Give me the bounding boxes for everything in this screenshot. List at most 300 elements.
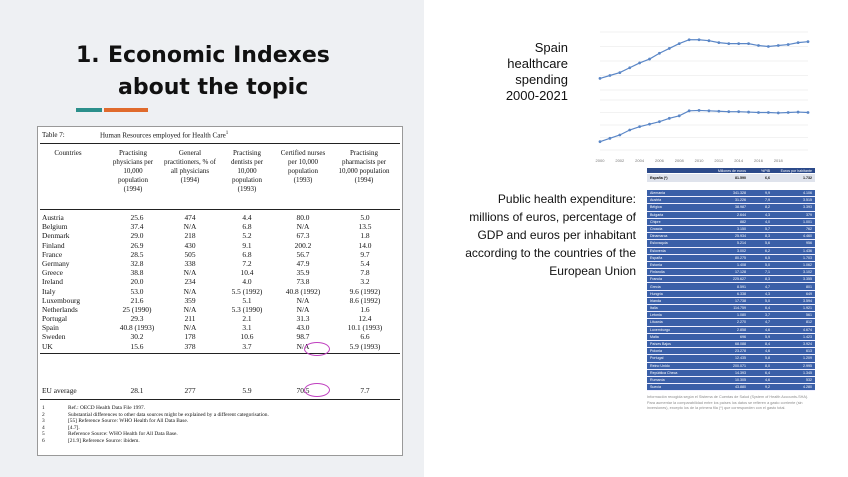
eu-value-cell: 5,8 (765, 356, 770, 361)
data-point (678, 114, 681, 117)
eu-country-cell: Reino Unido (650, 363, 670, 368)
eu-table-row (647, 219, 815, 226)
eu-country-cell: Austria (650, 198, 662, 203)
eu-country-cell: Países Bajos (650, 342, 671, 347)
table-row (42, 323, 400, 332)
spain-spending-line-2: healthcare (507, 56, 568, 71)
eu-table-row (647, 240, 815, 247)
eu-value-cell: 7,1 (765, 270, 770, 275)
eu-value-cell: 4.460 (803, 234, 812, 239)
country-cell: Portugal (42, 314, 68, 324)
value-cell: 29.0 (130, 231, 144, 241)
eu-value-cell: 14.393 (735, 370, 746, 375)
eu-value-cell: 1.001 (803, 219, 812, 224)
data-point (807, 40, 810, 43)
data-point (628, 129, 631, 132)
data-point (678, 42, 681, 45)
table-row (42, 231, 400, 240)
table7-note (42, 418, 398, 425)
value-cell: N/A (296, 341, 310, 351)
data-point (747, 111, 750, 114)
table7-caption-text: Human Resources employed for Health Care (100, 131, 226, 140)
spain-spending-label (488, 40, 568, 104)
eu-country-cell: Estonia (650, 262, 662, 267)
eu-table-row (647, 355, 815, 362)
eu-value-cell: 5.214 (737, 241, 746, 246)
value-cell: N/A (183, 268, 197, 278)
eu-value-cell: 114.759 (733, 306, 746, 311)
eu-value-cell: 8,4 (765, 342, 770, 347)
eu-country-cell: Suecia (650, 385, 661, 390)
eu-value-cell: 6,2 (765, 248, 770, 253)
x-tick-label: 2002 (615, 158, 625, 163)
eu-value-cell: 2.858 (737, 327, 746, 332)
eu-value-cell: 5,7 (765, 227, 770, 232)
eu-value-cell: 38.987 (735, 205, 746, 210)
eu-value-cell: 956 (806, 241, 812, 246)
eu-value-cell: 1.408 (737, 262, 746, 267)
eu-value-cell: 5,6 (765, 241, 770, 246)
eu-value-cell: 649 (806, 291, 812, 296)
table-row (42, 259, 400, 268)
eu-value-cell: 31.226 (735, 198, 746, 203)
country-cell: Austria (42, 213, 64, 222)
note-text: Reference Source: WHO Health for All Data Base. (68, 431, 178, 438)
spain-spending-line-3: spending (515, 72, 568, 87)
data-point (618, 71, 621, 74)
eu-value-cell: 3.594 (803, 298, 812, 303)
value-cell: 9.7 (360, 249, 370, 259)
country-cell: Greece (42, 268, 63, 278)
note-number: 1 (42, 405, 45, 411)
value-cell: N/A (296, 304, 310, 314)
eu-expenditure-table (647, 168, 815, 412)
eu-value-cell: 4,6 (765, 327, 770, 332)
eu-spain-cell: 1.732 (803, 176, 812, 180)
data-point (717, 110, 720, 113)
value-cell: 73.8 (296, 277, 310, 287)
table-row (42, 241, 400, 250)
value-cell: 12.4 (358, 314, 372, 324)
header-gp: General practitioners, % of all physicians (1994) (164, 149, 216, 184)
eu-value-cell: 1.209 (803, 356, 812, 361)
eu-footnote-1: Información recogida según el Sistema de Cuentas de Salud (System of Health Accounts-SHA). (647, 395, 809, 400)
eu-value-cell: 613 (806, 349, 812, 354)
value-cell: N/A (183, 323, 197, 333)
eu-value-cell: 10.305 (735, 377, 746, 382)
title-number: 1. (76, 43, 100, 68)
value-cell: 35.9 (296, 268, 310, 278)
eu-value-cell: 4,7 (765, 320, 770, 325)
eu-country-cell: Bélgica (650, 205, 662, 210)
eu-value-cell: 812 (806, 320, 812, 325)
value-cell: N/A (183, 222, 197, 232)
eu-value-cell: 1.062 (803, 262, 812, 267)
eu-value-cell: 17.738 (735, 298, 746, 303)
x-tick-label: 2018 (773, 158, 783, 163)
table7-note (42, 405, 398, 412)
value-cell: N/A (296, 222, 310, 232)
eu-country-cell: Italia (650, 306, 658, 311)
eu-table-row (647, 319, 815, 326)
highlight-circle-eu-nurses (304, 383, 330, 397)
eu-header-cell: Euros por habitante (780, 168, 812, 173)
eu-country-cell: Francia (650, 277, 662, 282)
value-cell: 505 (184, 249, 196, 259)
eu-value-cell: 3.150 (737, 227, 746, 232)
eu-value-cell: 561 (806, 313, 812, 318)
country-cell: Italy (42, 286, 56, 296)
eu-country-cell: Letonia (650, 313, 662, 318)
eu-spain-cell: 81.590 (735, 176, 746, 180)
value-cell: 5.4 (360, 258, 370, 268)
value-cell: 25.6 (130, 213, 144, 222)
eu-value-cell: 4.674 (803, 327, 812, 332)
note-text: Substantial differences to other data sources might be explained by a different categorisation. (68, 411, 269, 418)
country-cell: Spain (42, 323, 59, 333)
value-cell: 3.7 (242, 341, 252, 351)
table-row (42, 332, 400, 341)
value-cell: 37.4 (130, 222, 144, 232)
note-number: 2 (42, 411, 45, 418)
eu-country-cell: Dinamarca (650, 234, 668, 239)
eu-table-row (647, 212, 815, 219)
value-cell: 10.1 (1993) (347, 323, 383, 333)
eu-footnote-2: Para aumentar la comparabilidad entre los países los datos se refieren a gasto corriente (sin inversiones), excepto los de la primera fila (*) que corresponden con el gasto total. (647, 400, 803, 411)
eu-table-row (647, 255, 815, 262)
table7-note (42, 431, 398, 438)
eu-country-cell: Rumanía (650, 377, 665, 382)
value-cell: 6.6 (360, 332, 370, 342)
x-tick-label: 2012 (714, 158, 724, 163)
eu-country-cell: Eslovaquia (650, 241, 668, 246)
note-number: 6 (42, 437, 45, 444)
header-countries: Countries (54, 149, 82, 157)
data-point (787, 111, 790, 114)
data-point (658, 120, 661, 123)
eu-value-cell: 9,2 (765, 385, 770, 390)
eu-header-cell: %PIB (761, 168, 770, 173)
series-line-1 (600, 40, 808, 79)
note-number: 4 (42, 424, 45, 431)
eu-spain-cell: 6,6 (765, 176, 770, 180)
eu-table-row (647, 197, 815, 204)
value-cell: 5.2 (242, 231, 252, 241)
eu-value-cell: 43.880 (735, 385, 746, 390)
eu-value-cell: 801 (806, 284, 812, 289)
value-cell: 378 (184, 341, 196, 351)
eu-value-cell: 1.436 (803, 248, 812, 253)
eu-table-row (647, 327, 815, 334)
value-cell: 20.0 (130, 277, 144, 287)
table7-rows (42, 213, 400, 351)
eu-average-label: EU average (42, 386, 77, 395)
value-cell: 40.8 (1992) (285, 286, 321, 296)
table7-header-rule (40, 209, 400, 210)
eu-value-cell: 8,0 (765, 363, 770, 368)
eu-value-cell: 2.270 (737, 320, 746, 325)
data-point (787, 43, 790, 46)
eu-table-row (647, 312, 815, 319)
value-cell: 5.5 (1992) (231, 286, 263, 296)
data-point (797, 111, 800, 114)
table-row (42, 277, 400, 286)
table7-eu-average-row (42, 386, 400, 396)
value-cell: 98.7 (296, 332, 310, 342)
table-row (42, 250, 400, 259)
data-point (767, 111, 770, 114)
table7-note (42, 438, 398, 445)
eu-average-value: 70.5 (296, 386, 310, 395)
eu-value-cell: 1.080 (737, 313, 746, 318)
eu-table-row (647, 204, 815, 211)
value-cell: 26.9 (130, 240, 144, 250)
eu-country-cell: España (650, 255, 663, 260)
value-cell: 359 (184, 295, 196, 305)
value-cell: 234 (184, 277, 196, 287)
value-cell: 15.6 (130, 341, 144, 351)
country-cell: Denmark (42, 231, 70, 241)
eu-value-cell: 3,7 (765, 313, 770, 318)
public-expenditure-text: Public health expenditure: millions of euros, percentage of GDP and euros per inhabitant according to the countries of the European Union (465, 192, 636, 278)
country-cell: Luxembourg (42, 295, 81, 305)
eu-table-row (647, 262, 815, 269)
eu-table-row (647, 283, 815, 290)
eu-country-cell: Grecia (650, 284, 661, 289)
data-point (767, 45, 770, 48)
value-cell: 10.6 (240, 332, 254, 342)
eu-value-cell: 4,7 (765, 284, 770, 289)
accent-bar-teal (76, 108, 102, 112)
eu-value-cell: 5,0 (765, 262, 770, 267)
eu-value-cell: 12.435 (735, 356, 746, 361)
table7-notes (42, 405, 398, 445)
eu-value-cell: 225.627 (733, 277, 746, 282)
value-cell: 25 (1990) (122, 304, 152, 314)
note-text: [55] Reference Source: WHO Health for All Data Base. (68, 418, 189, 425)
eu-value-cell: 23.278 (735, 349, 746, 354)
eu-value-cell: 5,9 (765, 334, 770, 339)
eu-country-cell: Eslovenia (650, 248, 666, 253)
eu-table-row (647, 276, 815, 283)
eu-value-cell: 6,4 (765, 370, 770, 375)
eu-table-row (647, 291, 815, 298)
eu-header-cell: Millones de euros (717, 168, 746, 173)
eu-country-cell: Alemania (650, 191, 665, 196)
spain-spending-line-1: Spain (534, 40, 568, 55)
value-cell: 56.7 (296, 249, 310, 259)
data-point (688, 38, 691, 41)
value-cell: 338 (184, 258, 196, 268)
data-point (757, 111, 760, 114)
eu-country-cell: Lituania (650, 320, 663, 325)
value-cell: 430 (184, 240, 196, 250)
title-line-1: Economic Indexes (108, 43, 330, 68)
data-point (688, 109, 691, 112)
data-point (628, 66, 631, 69)
value-cell: 7.2 (242, 258, 252, 268)
note-text: [21.9] Reference Source: ibidem. (68, 437, 140, 444)
eu-value-cell: 4,6 (765, 349, 770, 354)
data-point (638, 62, 641, 65)
data-point (737, 110, 740, 113)
spending-chart (578, 28, 814, 166)
eu-average-value: 7.7 (360, 386, 370, 395)
data-point (609, 137, 612, 140)
country-cell: Finland (42, 240, 65, 250)
value-cell: 211 (184, 314, 196, 324)
eu-table-row (647, 341, 815, 348)
value-cell: 31.3 (296, 314, 310, 324)
table7-caption-sup: 1 (225, 131, 229, 136)
value-cell: 13.5 (358, 222, 372, 232)
x-tick-label: 2010 (694, 158, 704, 163)
data-point (708, 109, 711, 112)
eu-value-cell: 8,3 (765, 234, 770, 239)
eu-header-blank (647, 168, 707, 173)
eu-value-cell: 5,0 (765, 298, 770, 303)
eu-country-cell: Malta (650, 334, 659, 339)
eu-table-footnotes (647, 395, 815, 412)
value-cell: 5.0 (360, 213, 370, 222)
value-cell: N/A (296, 295, 310, 305)
value-cell: 3.2 (360, 277, 370, 287)
eu-value-cell: 4,0 (765, 219, 770, 224)
value-cell: 53.0 (130, 286, 144, 296)
x-tick-label: 2014 (734, 158, 744, 163)
x-tick-label: 2004 (635, 158, 645, 163)
table7-bottom-rule (40, 353, 400, 354)
eu-country-cell: Bulgaria (650, 212, 664, 217)
eu-value-cell: 532 (806, 377, 812, 382)
eu-value-cell: 3.393 (803, 205, 812, 210)
value-cell: 21.6 (130, 295, 144, 305)
table7-top-rule (40, 143, 400, 144)
eu-table-row (647, 233, 815, 240)
data-point (727, 42, 730, 45)
eu-average-value: 5.9 (242, 386, 252, 395)
data-point (599, 140, 602, 143)
data-point (807, 111, 810, 114)
value-cell: 1.8 (360, 231, 370, 241)
value-cell: 40.8 (1993) (119, 323, 155, 333)
slide-title (76, 40, 376, 104)
eu-value-cell: 6,4 (765, 306, 770, 311)
spain-spending-line-4: 2000-2021 (505, 88, 568, 103)
eu-value-cell: 696 (740, 334, 746, 339)
eu-value-cell: 341.328 (733, 191, 746, 196)
value-cell: 28.5 (130, 249, 144, 259)
accent-bar-orange (104, 108, 148, 112)
eu-country-cell: Finlandia (650, 270, 665, 275)
eu-value-cell: 3.515 (803, 198, 812, 203)
table7-card (37, 126, 403, 456)
value-cell: 7.8 (360, 268, 370, 278)
value-cell: 6.8 (242, 249, 252, 259)
value-cell: 29.3 (130, 314, 144, 324)
value-cell: 80.0 (296, 213, 310, 222)
value-cell: 43.0 (296, 323, 310, 333)
data-point (708, 39, 711, 42)
country-cell: Belgium (42, 222, 68, 232)
eu-value-cell: 3.102 (803, 270, 812, 275)
eu-table-row (647, 363, 815, 370)
eu-table-row (647, 334, 815, 341)
value-cell: 3.1 (242, 323, 252, 333)
eu-table-row (647, 384, 815, 391)
table7-notes-rule (40, 399, 400, 400)
table7-label: Table 7: (42, 131, 65, 140)
eu-value-cell: 1.921 (803, 306, 812, 311)
eu-table-row (647, 348, 815, 355)
eu-value-cell: 762 (806, 227, 812, 232)
eu-table-row (647, 269, 815, 276)
value-cell: 9.1 (242, 240, 252, 250)
table-row (42, 287, 400, 296)
note-number: 5 (42, 431, 45, 438)
value-cell: 38.8 (130, 268, 144, 278)
value-cell: 5.3 (1990) (231, 304, 263, 314)
table-row (42, 213, 400, 222)
eu-table-row (647, 190, 815, 197)
table-row (42, 296, 400, 305)
eu-table-row (647, 298, 815, 305)
data-point (727, 110, 730, 113)
data-point (648, 58, 651, 61)
data-point (747, 42, 750, 45)
eu-country-cell: Portugal (650, 356, 664, 361)
value-cell: 178 (184, 332, 196, 342)
eu-spain-cell: España (*) (650, 176, 668, 180)
data-point (797, 41, 800, 44)
eu-value-cell: 6.338 (737, 291, 746, 296)
header-physicians: Practising physicians per 10,000 population (1994) (112, 149, 154, 193)
eu-average-value: 277 (184, 386, 196, 395)
value-cell: 200.2 (294, 240, 312, 250)
eu-country-cell: Irlanda (650, 298, 661, 303)
x-tick-label: 2000 (595, 158, 605, 163)
header-dentists: Practising dentists per 10,000 population (1993) (230, 149, 264, 193)
value-cell: 10.4 (240, 268, 254, 278)
value-cell: 67.3 (296, 231, 310, 241)
data-point (658, 52, 661, 55)
eu-value-cell: 2.644 (737, 212, 746, 217)
country-cell: Netherlands (42, 304, 78, 314)
eu-value-cell: 882 (740, 219, 746, 224)
eu-value-cell: 2.995 (803, 363, 812, 368)
data-point (599, 77, 602, 80)
eu-value-cell: 3.002 (737, 248, 746, 253)
data-point (757, 44, 760, 47)
eu-spain-total-row (647, 174, 815, 182)
eu-country-cell: República Checa (650, 370, 678, 375)
country-cell: Ireland (42, 277, 63, 287)
eu-table-gap (647, 182, 815, 190)
header-pharmacists: Practising pharmacists per 10,000 population (1994) (338, 149, 390, 184)
x-tick-label: 2008 (674, 158, 684, 163)
eu-value-cell: 4,3 (765, 212, 770, 217)
title-line-2: about the topic (118, 75, 309, 100)
x-tick-label: 2006 (654, 158, 664, 163)
value-cell: 5.1 (242, 295, 252, 305)
eu-value-cell: 3.355 (803, 277, 812, 282)
eu-value-cell: 1.345 (803, 370, 812, 375)
note-text: [4.7]. (68, 424, 80, 431)
note-text: Ref.: OECD Health Data File 1997. (68, 405, 146, 411)
value-cell: 4.0 (242, 277, 252, 287)
country-cell: UK (42, 341, 53, 351)
eu-value-cell: 379 (806, 212, 812, 217)
